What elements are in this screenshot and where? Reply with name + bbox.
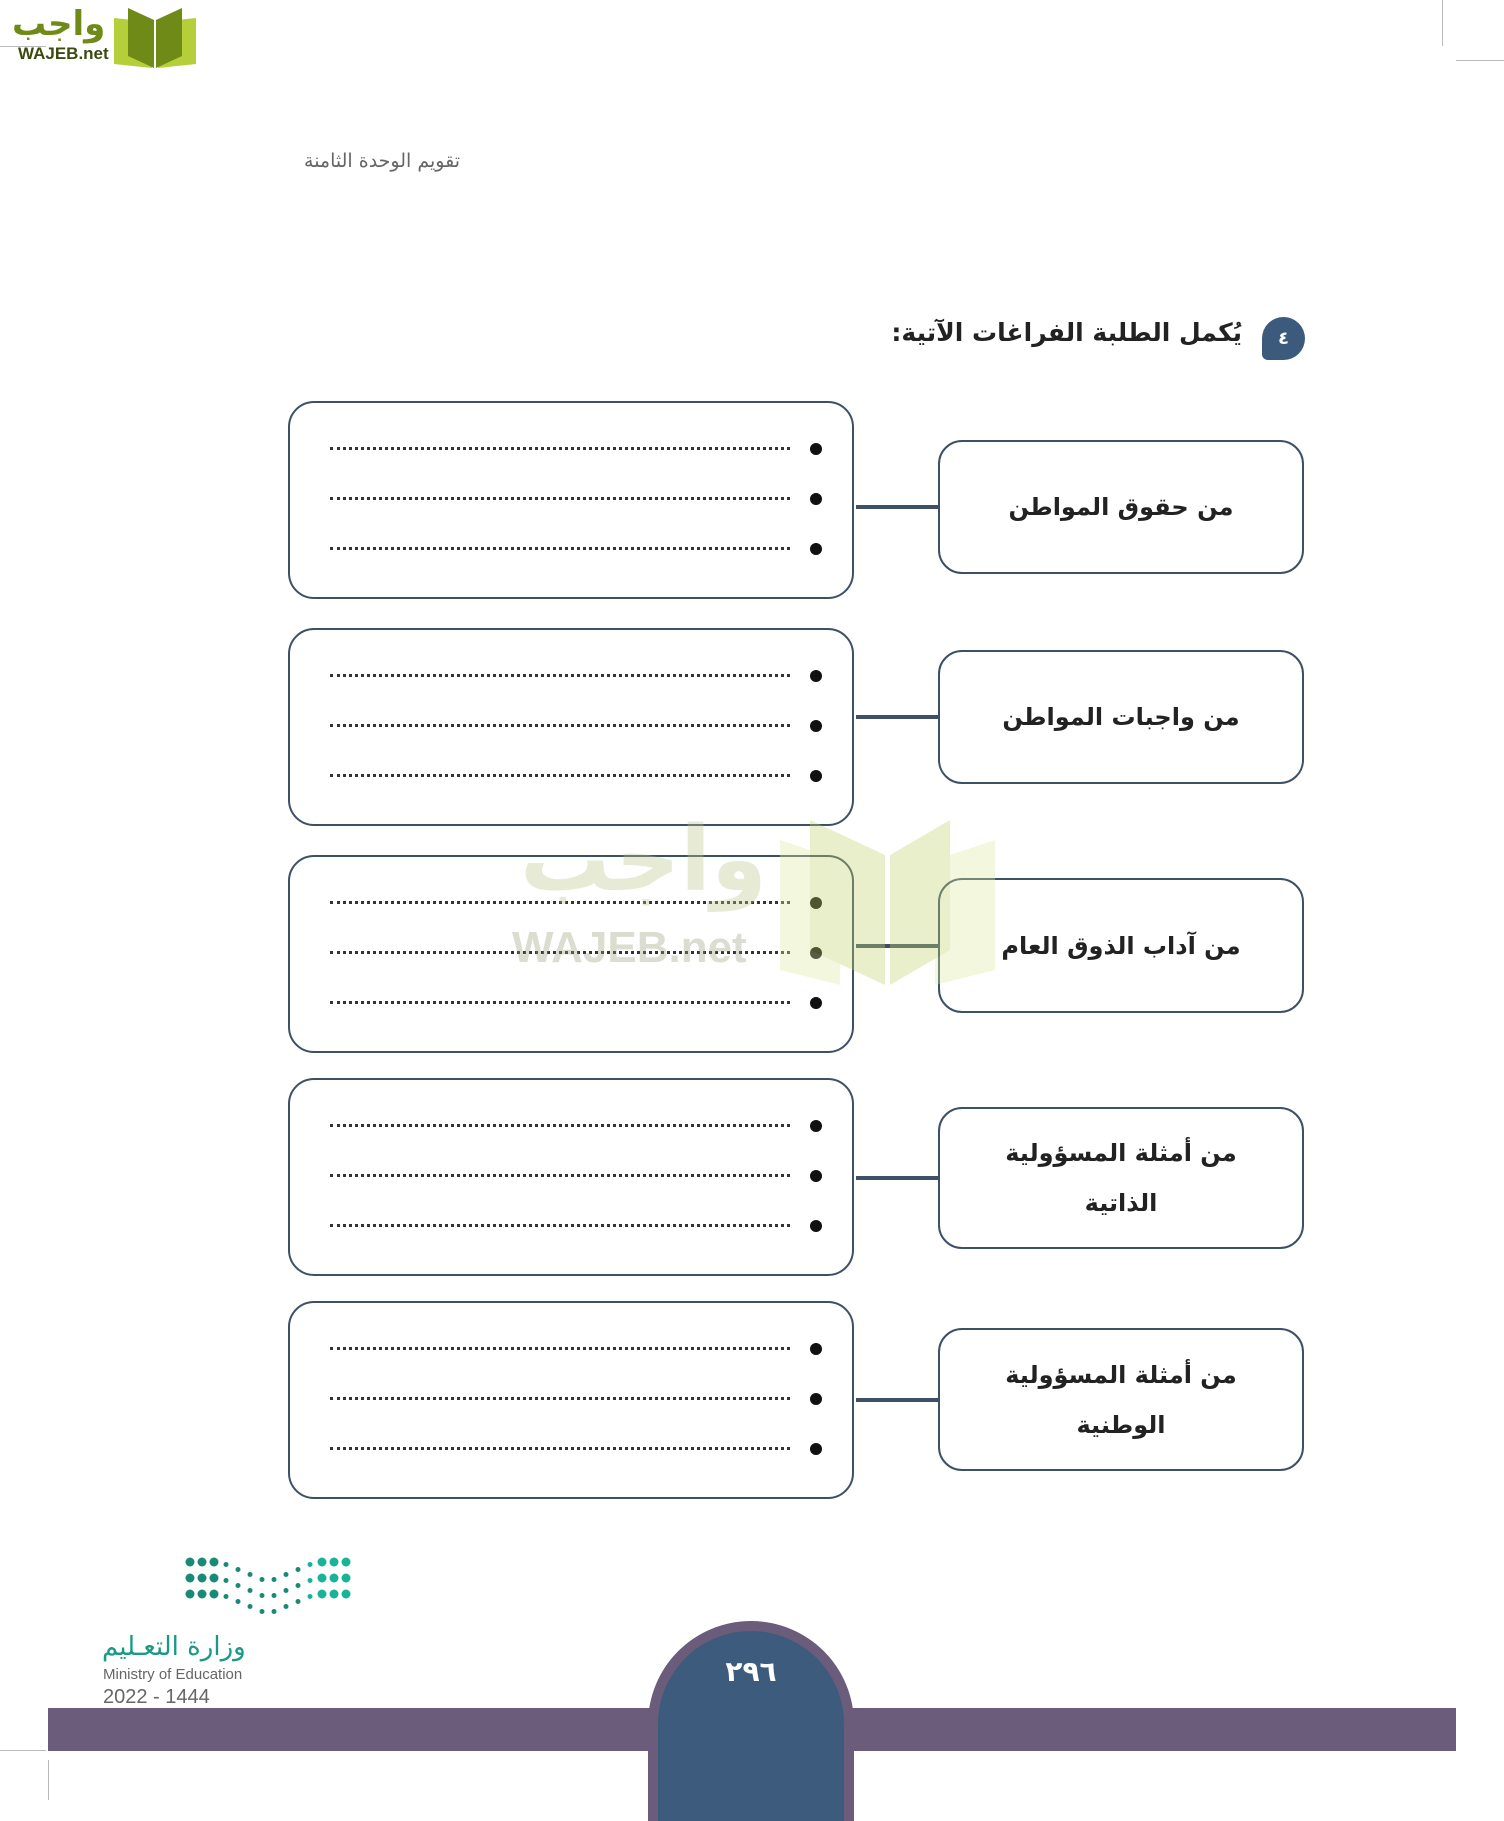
- svg-text:واجب: واجب: [520, 810, 767, 912]
- bullet-icon: [810, 493, 822, 505]
- question-number-badge: ٤: [1262, 317, 1305, 360]
- blank-line[interactable]: [330, 674, 790, 677]
- topic-label: من واجبات المواطن: [1002, 703, 1240, 731]
- ministry-name-arabic: وزارة التعـليم: [102, 1632, 246, 1662]
- connector-line: [856, 1176, 938, 1180]
- bullet-icon: [810, 1393, 822, 1405]
- topic-label: من حقوق المواطن: [1008, 493, 1234, 521]
- crop-mark: [0, 1750, 46, 1751]
- topic-label: من آداب الذوق العام: [1001, 931, 1241, 960]
- answer-box[interactable]: [288, 628, 854, 826]
- answer-box[interactable]: [288, 401, 854, 599]
- blank-line[interactable]: [330, 724, 790, 727]
- crop-mark: [1456, 60, 1504, 61]
- page-number: ٢٩٦: [725, 1655, 777, 1688]
- answer-box[interactable]: [288, 1078, 854, 1276]
- topic-label: من أمثلة المسؤولية الوطنية: [1005, 1360, 1237, 1439]
- blank-line[interactable]: [330, 1124, 790, 1127]
- logo-arabic: واجب: [12, 4, 106, 44]
- bullet-icon: [810, 1443, 822, 1455]
- bullet-icon: [810, 1343, 822, 1355]
- bullet-icon: [810, 720, 822, 732]
- moe-dots-icon: [184, 1556, 354, 1616]
- topic-box: [938, 650, 1304, 784]
- ministry-name-english: Ministry of Education: [103, 1666, 243, 1683]
- blank-line[interactable]: [330, 447, 790, 450]
- blank-line[interactable]: [330, 1001, 790, 1004]
- bullet-icon: [810, 1170, 822, 1182]
- wajeb-watermark: [500, 810, 1000, 990]
- answer-box[interactable]: [288, 1301, 854, 1499]
- question-title: يُكمل الطلبة الفراغات الآتية:: [891, 318, 1242, 347]
- topic-box: [938, 1107, 1304, 1249]
- blank-line[interactable]: [330, 547, 790, 550]
- wajeb-logo: [8, 4, 190, 68]
- connector-line: [856, 1398, 938, 1402]
- bullet-icon: [810, 1220, 822, 1232]
- topic-label: من أمثلة المسؤولية الذاتية: [1005, 1139, 1237, 1217]
- crop-mark: [48, 1760, 49, 1800]
- bullet-icon: [810, 443, 822, 455]
- topic-box: [938, 440, 1304, 574]
- blank-line[interactable]: [330, 1224, 790, 1227]
- blank-line[interactable]: [330, 774, 790, 777]
- ministry-of-education-logo: [100, 1556, 360, 1716]
- connector-line: [856, 505, 938, 509]
- svg-text:WAJEB.net: WAJEB.net: [512, 923, 747, 972]
- connector-line: [856, 715, 938, 719]
- blank-line[interactable]: [330, 1447, 790, 1450]
- blank-line[interactable]: [330, 1397, 790, 1400]
- edition-year: 2022 - 1444: [103, 1686, 210, 1708]
- bullet-icon: [810, 997, 822, 1009]
- bullet-icon: [810, 670, 822, 682]
- blank-line[interactable]: [330, 497, 790, 500]
- crop-mark: [1442, 0, 1443, 46]
- bullet-icon: [810, 543, 822, 555]
- topic-box: [938, 1328, 1304, 1471]
- book-icon: [114, 6, 196, 68]
- logo-latin: WAJEB.net: [18, 44, 109, 63]
- blank-line[interactable]: [330, 1174, 790, 1177]
- bullet-icon: [810, 770, 822, 782]
- blank-line[interactable]: [330, 1347, 790, 1350]
- unit-title: تقويم الوحدة الثامنة: [304, 150, 460, 172]
- bullet-icon: [810, 1120, 822, 1132]
